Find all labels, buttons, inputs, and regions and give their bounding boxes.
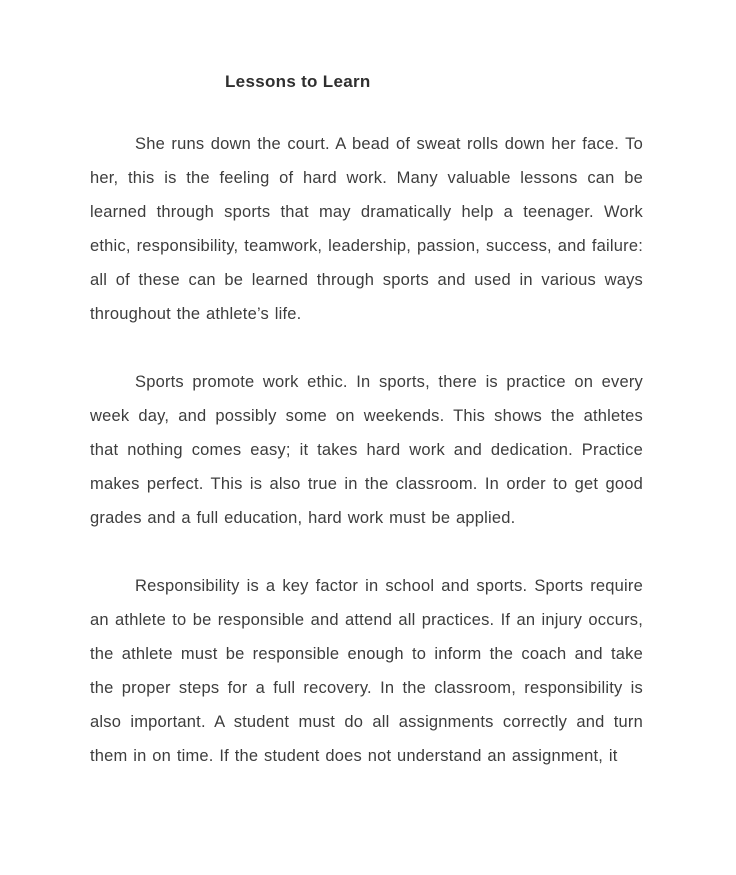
document-body <box>90 127 643 773</box>
paragraph-work-ethic: Sports promote work ethic. In sports, there is practice on every week day, and possibly some on weekends. This shows the athletes that nothing comes easy; it takes hard work and dedication. Practice makes perfect. This is also true in the classroom. In order to get good grades and a full education, hard work must be applied. <box>90 373 643 527</box>
paragraph-responsibility: Responsibility is a key factor in school and sports. Sports require an athlete to be responsible and attend all practices. If an injury occurs, the athlete must be responsible enough to inform the coach and take the proper steps for a full recovery. In the classroom, responsibility is also important. A student must do all assignments correctly and turn them in on time. If the student does not understand an assignment, it <box>90 577 643 765</box>
paragraph-intro: She runs down the court. A bead of sweat rolls down her face. To her, this is the feeling of hard work. Many valuable lessons can be learned through sports that may dramatically help a teenager. Work ethic, responsibility, teamwork, leadership, passion, success, and failure: all of these can be learned through sports and used in various ways throughout the athlete’s life. <box>90 135 643 323</box>
document-title: Lessons to Learn <box>225 72 371 91</box>
